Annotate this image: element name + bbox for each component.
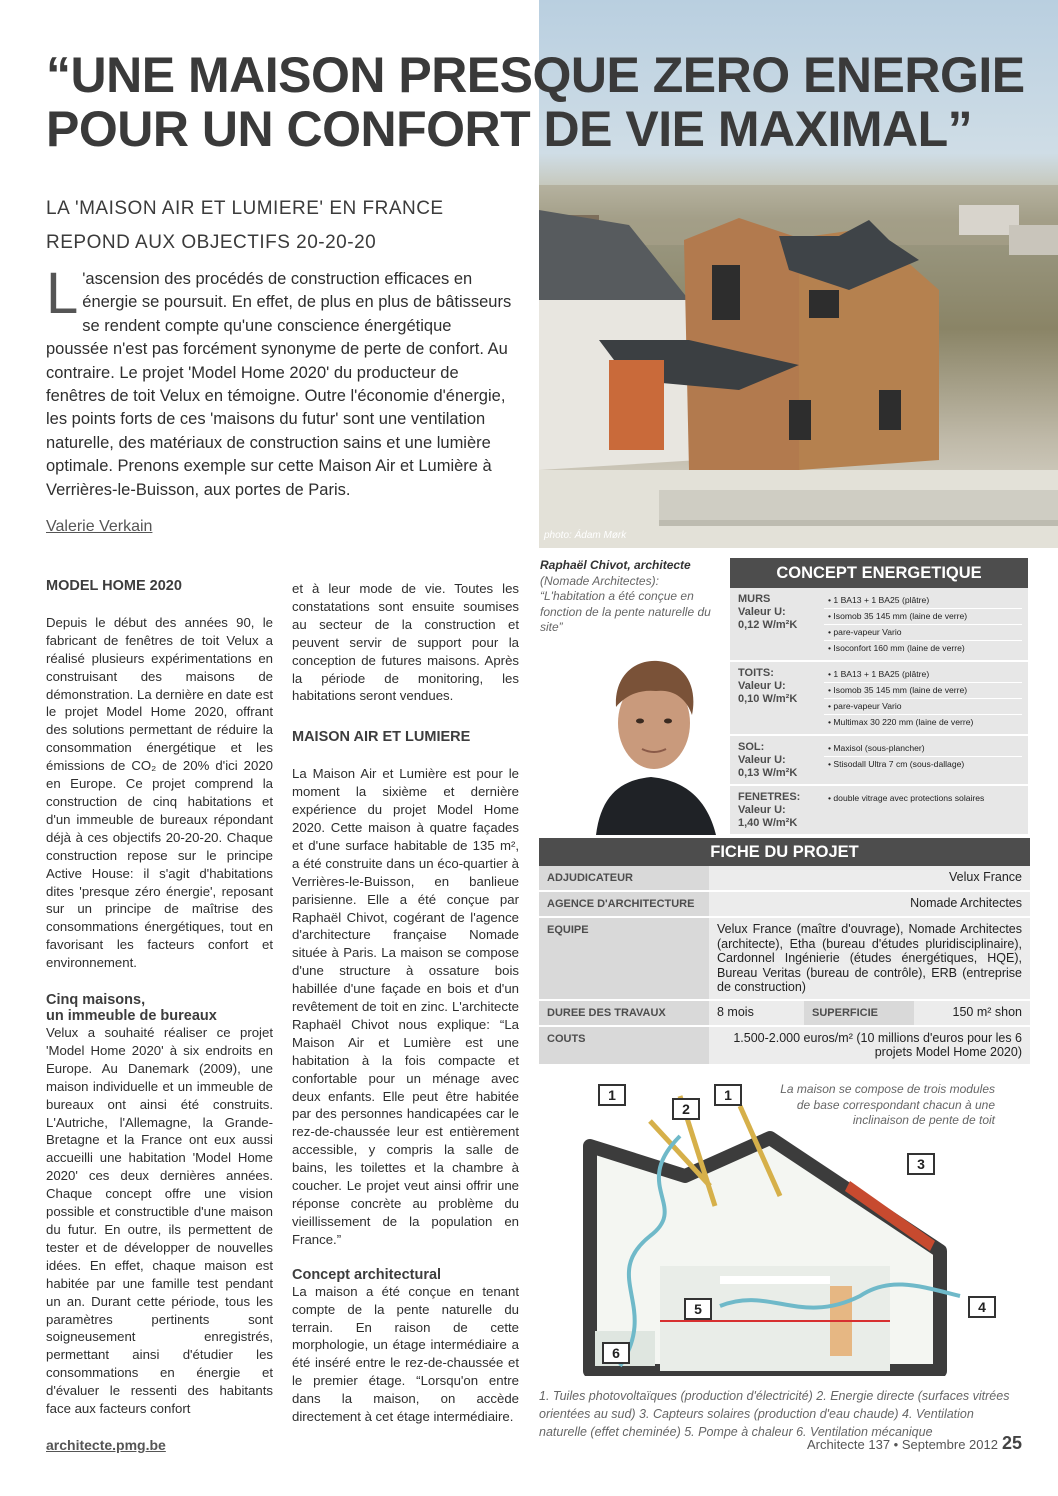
- col2-paragraph-1: La Maison Air et Lumière est pour le moment la sixième et dernière expérience du projet Model Home 2020. Cette maison à quatre façades et d'une surface habitable de 135 m², a été construite dans un éco-quartier à Verrières-le-Buisson, en banlieue parisienne. Elle a été conçue par Raphaël Chivot, cogérant de l'agence d'architecture française Nomade située à Paris. La maison se compose d'une structure à ossature bois habillée d'une façade en bois et d'un revêtement de toit en zinc. L'architecte Raphaël Chivot nous explique: “La Maison Air et Lumière est une habitation à la fois compacte et confortable pour un ménage avec deux enfants. Elle peut être habitée par des personnes handicapées car le rez-de-chaussée leur est entièrement accessible, y compris la salle de bains, les toilettes et la chambre à coucher. Le projet veut ainsi offrir une réponse concrète au problème du vieillissement de la population en France.”: [292, 766, 519, 1247]
- fiche-value: 8 mois: [709, 1001, 804, 1025]
- subtitle-line-1: LA 'MAISON AIR ET LUMIERE' EN FRANCE: [46, 198, 444, 219]
- fiche-label: DUREE DES TRAVAUX: [539, 1001, 709, 1025]
- fiche-title: FICHE DU PROJET: [539, 838, 1030, 866]
- fiche-du-projet-table: [539, 838, 1030, 1066]
- fiche-row-agence: [539, 892, 1030, 918]
- col1-paragraph-2: Velux a souhaité réaliser ce projet 'Model Home 2020' à six endroits en Europe. Au Danemark (2009), une maison individuelle et un immeuble de bureaux ont ainsi été construits. L'Autriche, l'Allemagne, la Grande-Bretagne et la France ont eux aussi accueilli une habitation 'Model Home 2020' ces deux dernières années. Chaque concept offre une vision possible et constructible d'une maison du futur. En outre, ils permettent de tester et de développer de nouvelles idées. En effet, chaque maison est habitée par une famille test pendant un an. Durant cette période, tous les paramètres pertinents sont soigneusement enregistrés, permettant ainsi d'étudier les consommations en énergie et d'évaluer le ressenti des habitants face aux facteurs confort: [46, 1025, 273, 1417]
- row-label: TOITS: Valeur U: 0,10 W/m²K: [738, 667, 798, 705]
- author-byline: Valerie Verkain: [46, 518, 153, 535]
- fiche-label: ADJUDICATEUR: [539, 866, 709, 890]
- concept-row-sol: [730, 736, 1028, 786]
- fiche-row-couts: [539, 1027, 1030, 1066]
- column-1: [46, 578, 273, 1418]
- row-label: MURS Valeur U: 0,12 W/m²K: [738, 593, 798, 631]
- diagram-label: 1: [714, 1084, 742, 1106]
- fiche-value: 150 m² shon: [914, 1001, 1030, 1025]
- item: • Isomob 35 145 mm (laine de verre): [824, 683, 1022, 699]
- diagram-caption-top: La maison se compose de trois modules de base correspondant chacun à une inclinaison de pente de toit: [780, 1082, 995, 1127]
- concept-energetique-table: [730, 558, 1028, 834]
- fiche-value: Velux France (maître d'ouvrage), Nomade Architectes (architecte), Etha (bureau d'études pluridisciplinaire), Cardonnel Ingénierie (études énergétiques, HQE), Bureau Veritas (bureau de contrôle), ERB (entreprise de construction): [709, 918, 1030, 999]
- title-line-1: “UNE MAISON PRESQUE ZERO ENERGIE: [46, 47, 1025, 103]
- quote-text: “L'habitation a été conçue en fonction de la pente naturelle du site”: [540, 589, 711, 634]
- item: • 1 BA13 + 1 BA25 (plâtre): [824, 593, 1022, 609]
- heading-model-home: MODEL HOME 2020: [46, 578, 182, 594]
- heading-maison-air: MAISON AIR ET LUMIERE: [292, 729, 471, 746]
- item: • pare-vapeur Vario: [824, 699, 1022, 715]
- heading-immeuble: un immeuble de bureaux: [46, 1008, 217, 1025]
- item: • Isoconfort 160 mm (laine de verre): [828, 643, 965, 653]
- item: • double vitrage avec protections solaires: [828, 793, 985, 803]
- diagram-caption-bottom: 1. Tuiles photovoltaïques (production d'électricité) 2. Energie directe (surfaces vitrées orientées au sud) 3. Capteurs solaires (production d'eau chaude) 4. Ventilation naturelle (effet cheminée) 5. Pompe à chaleur 6. Ventilation mécanique: [539, 1389, 1010, 1439]
- page-number: 25: [1001, 1433, 1022, 1453]
- diagram-label: 1: [598, 1084, 626, 1106]
- diagram-label: 2: [672, 1098, 700, 1120]
- fiche-row-adjudicateur: [539, 866, 1030, 892]
- item: • Stisodall Ultra 7 cm (sous-dallage): [828, 759, 965, 769]
- item: • Maxisol (sous-plancher): [824, 741, 1022, 757]
- concept-row-murs: [730, 588, 1028, 662]
- diagram-label: 3: [907, 1153, 935, 1175]
- footer-website-link[interactable]: architecte.pmg.be: [46, 1437, 166, 1453]
- concept-title: CONCEPT ENERGETIQUE: [730, 558, 1028, 588]
- lead-text: 'ascension des procédés de construction efficaces en énergie se poursuit. En effet, de plus en plus de bâtisseurs se rendent compte qu'une conscience énergétique poussée n'est pas forcément synonyme de perte de confort. Au contraire. Le projet 'Model Home 2020' du producteur de fenêtres de toit Velux en témoigne. Outre l'économie d'énergie, les points forts de ces 'maisons du futur' sont une ventilation naturelle, des matériaux de construction sains et une lumière optimale. Prenons exemple sur cette Maison Air et Lumière à Verrières-le-Buisson, aux portes de Paris.: [46, 270, 512, 499]
- architect-quote: [540, 558, 725, 636]
- column-2: [292, 580, 519, 1426]
- diagram-label: 6: [602, 1342, 630, 1364]
- architect-portrait: [576, 645, 726, 835]
- diagram-label: 5: [684, 1298, 712, 1320]
- footer-issue: [807, 1433, 1022, 1454]
- heading-concept-architectural: Concept architectural: [292, 1266, 442, 1283]
- diagram-label: 4: [968, 1296, 996, 1318]
- fiche-label: AGENCE D'ARCHITECTURE: [539, 892, 709, 916]
- row-label: FENETRES: Valeur U: 1,40 W/m²K: [738, 791, 801, 829]
- fiche-row-equipe: [539, 918, 1030, 1001]
- fiche-value: Velux France: [709, 866, 1030, 890]
- quote-firm: (Nomade Architectes):: [540, 573, 659, 588]
- fiche-row-duree: [539, 1001, 1030, 1027]
- fiche-value: Nomade Architectes: [709, 892, 1030, 916]
- col2-paragraph-0: et à leur mode de vie. Toutes les constatations sont ensuite soumises au secteur de la construction et peuvent servir de support pour la conception de futures maisons. Après la période de monitoring, les habitations seront vendues.: [292, 581, 519, 704]
- fiche-label: COUTS: [539, 1027, 709, 1064]
- quote-name: Raphaël Chivot, architecte: [540, 558, 691, 572]
- concept-row-fenetres: [730, 786, 1028, 834]
- issue-info: Architecte 137 • Septembre 2012: [806, 1437, 998, 1452]
- photo-credit: photo: Ádam Mørk: [544, 530, 627, 541]
- title-line-2: POUR UN CONFORT DE VIE MAXIMAL”: [46, 101, 973, 157]
- item: • 1 BA13 + 1 BA25 (plâtre): [824, 667, 1022, 683]
- heading-cinq-maisons: Cinq maisons,: [46, 992, 146, 1009]
- item: • Multimax 30 220 mm (laine de verre): [828, 717, 974, 727]
- item: • pare-vapeur Vario: [824, 625, 1022, 641]
- fiche-label: EQUIPE: [539, 918, 709, 999]
- item: • Isomob 35 145 mm (laine de verre): [824, 609, 1022, 625]
- fiche-label: SUPERFICIE: [804, 1001, 914, 1025]
- col2-paragraph-2: La maison a été conçue en tenant compte de la pente naturelle du terrain. En raison de cette morphologie, un étage intermédiaire a été inséré entre le rez-de-chaussée et le premier étage. “Lorsqu'on entre dans la maison, on accède directement à cet étage intermédiaire.: [292, 1283, 519, 1425]
- lead-paragraph: [46, 261, 516, 502]
- row-label: SOL: Valeur U: 0,13 W/m²K: [738, 741, 798, 779]
- article-title: [46, 48, 1046, 156]
- fiche-value: 1.500-2.000 euros/m² (10 millions d'euros pour les 6 projets Model Home 2020): [709, 1027, 1030, 1064]
- subtitle-line-2: REPOND AUX OBJECTIFS 20-20-20: [46, 232, 377, 253]
- drop-cap: L: [46, 261, 79, 326]
- concept-row-toits: [730, 662, 1028, 736]
- col1-paragraph-1: Depuis le début des années 90, le fabricant de fenêtres de toit Velux a réalisé plusieurs expérimentations en construisant des maisons de démonstration. La dernière en date est le projet Model Home 2020, offrant des solutions permettant de réduire la consommation énergétique et les émissions de CO₂ de 20% d'ici 2020 en Europe. Ce projet comprend la construction de cinq habitations et d'un immeuble de bureaux répondant déjà à ces objectifs 20-20-20. Chaque construction repose sur le principe Active House: il s'agit d'habitations dites 'presque zéro énergie', reposant sur un principe de maîtrise des consommations énergétiques, tout en favorisant les facteurs confort et environnement.: [46, 614, 273, 971]
